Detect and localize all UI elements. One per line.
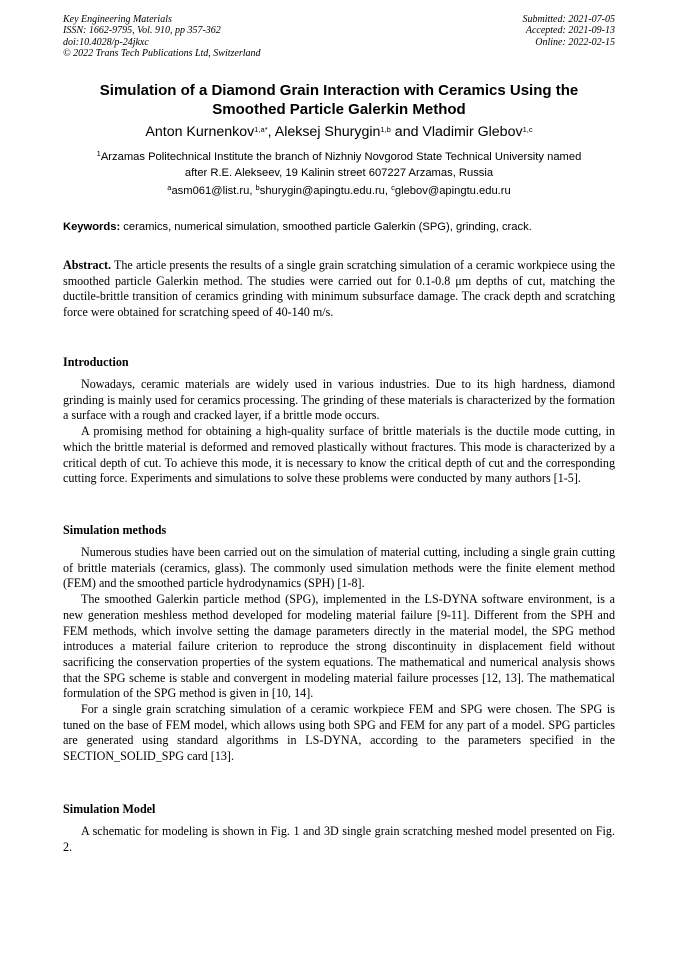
email-address: asm061@list.ru, (171, 185, 256, 197)
journal-copyright: © 2022 Trans Tech Publications Ltd, Switzerland (63, 48, 261, 60)
accepted-date: Accepted: 2021-09-13 (525, 25, 615, 37)
author-separator: and (390, 124, 423, 140)
publication-dates (415, 14, 615, 48)
paragraph: For a single grain scratching simulation of a ceramic workpiece FEM and SPG were chosen. The SPG is tuned on the base of FEM model, which allows using both SPG and FEM for any part of a model. SPG particles are generated using standard algorithms in LS-DYNA, according to the parameters specified in the SECTION_SOLID_SPG card [13]. (63, 702, 615, 764)
simulation-methods-body (63, 545, 615, 765)
abstract (63, 258, 615, 321)
email-mark: c (391, 183, 395, 192)
abstract-text: The article presents the results of a single grain scratching simulation of a ceramic workpiece using the smoothed particle Galerkin method. The studies were carried out for 0.1-0.8 μm depths of cut, matching the ductile-brittle transition of ceramics grinding with minimum subsurface damage. The crack depth and scratching force were obtained for scratching speed of 40-140 m/s. (63, 258, 615, 320)
paper-title-line2: Smoothed Particle Galerkin Method (212, 101, 466, 118)
journal-name: Key Engineering Materials (63, 14, 172, 25)
email-address: shurygin@apingtu.edu.ru, (259, 185, 392, 197)
author-name: Anton Kurnenkov (145, 124, 255, 140)
author-list (63, 123, 615, 141)
author-separator: , (267, 124, 275, 140)
section-heading-simulation-methods: Simulation methods (63, 523, 167, 537)
affiliation-mark: 1 (96, 149, 101, 158)
keywords-label: Keywords: (63, 221, 121, 233)
introduction-body (63, 377, 615, 487)
email-mark: a (167, 183, 172, 192)
affiliation-line1: $^1$Arzamas Politechnical Institute the branch of Nizhniy Novgorod State Technical University named (96, 149, 582, 163)
author-affiliation-mark: 1,a* (254, 125, 268, 134)
submitted-date: Submitted: 2021-07-05 (522, 14, 615, 25)
journal-issn: ISSN: 1662-9795, Vol. 910, pp 357-362 (63, 25, 221, 37)
paragraph: The smoothed Galerkin particle method (SPG), implemented in the LS-DYNA software environment, is a new generation meshless method developed for modeling material failure [9-11]. Different from the SPH and FEM methods, which involve setting the damage parameters directly in the material model, the SPG method introduces a material failure criterion to reproduce the strong discontinuity in displacement field without sacrificing the conservation properties of the system equations. The mathematical and numerical analysis shows that the SPG scheme is stable and convergent in modeling material failure processes [12, 13]. The mathematical formulation of the SPG method is given in [10, 14]. (63, 592, 615, 701)
email-mark: b (255, 183, 260, 192)
section-heading-simulation-model: Simulation Model (63, 802, 156, 816)
journal-doi: doi:10.4028/p-24jkxc (63, 36, 149, 48)
journal-info (63, 14, 393, 60)
paper-title (63, 81, 615, 119)
simulation-model-body (63, 824, 615, 855)
paragraph: Numerous studies have been carried out on the simulation of material cutting, including a single grain cutting of brittle materials (ceramics, glass). The commonly used simulation methods were the finite element method (FEM) and the smoothed particle hydrodynamics (SPH) [1-8]. (63, 545, 615, 591)
email-address: glebov@apingtu.edu.ru (394, 185, 511, 197)
abstract-label: Abstract. (63, 258, 112, 272)
keywords-text: ceramics, numerical simulation, smoothed particle Galerkin (SPG), grinding, crack. (120, 221, 532, 233)
paper-title-line1: Simulation of a Diamond Grain Interaction with Ceramics Using the (99, 82, 579, 99)
keywords (63, 220, 615, 235)
author-name: Vladimir Glebov (422, 124, 523, 140)
paragraph: A schematic for modeling is shown in Fig. 1 and 3D single grain scratching meshed model presented on Fig. 2. (63, 824, 615, 854)
paragraph: Nowadays, ceramic materials are widely used in various industries. Due to its high hardness, diamond grinding is mainly used for ceramics processing. The grinding of these materials is characterized by the formation a surface with a rough and cracked layer, if a brittle mode occurs. (63, 377, 615, 423)
section-heading-introduction: Introduction (63, 355, 129, 369)
author-affiliation-mark: 1,b (380, 125, 391, 134)
paragraph: A promising method for obtaining a high-quality surface of brittle materials is the ductile mode cutting, in which the brittle material is deformed and removed plastically without fractures. This mode is characterized by a critical depth of cut. To achieve this mode, it is necessary to know the critical depth of cut and the corresponding cutting force. Experiments and simulations to solve these problems were conducted by many authors [1-5]. (63, 424, 615, 486)
affiliation (63, 150, 615, 181)
affiliation-line2: after R.E. Alekseev, 19 Kalinin street 607227 Arzamas, Russia (184, 166, 494, 179)
author-affiliation-mark: 1,c (522, 125, 533, 134)
author-emails (63, 184, 615, 199)
author-name: Aleksej Shurygin (274, 124, 381, 140)
online-date: Online: 2022-02-15 (535, 36, 615, 48)
